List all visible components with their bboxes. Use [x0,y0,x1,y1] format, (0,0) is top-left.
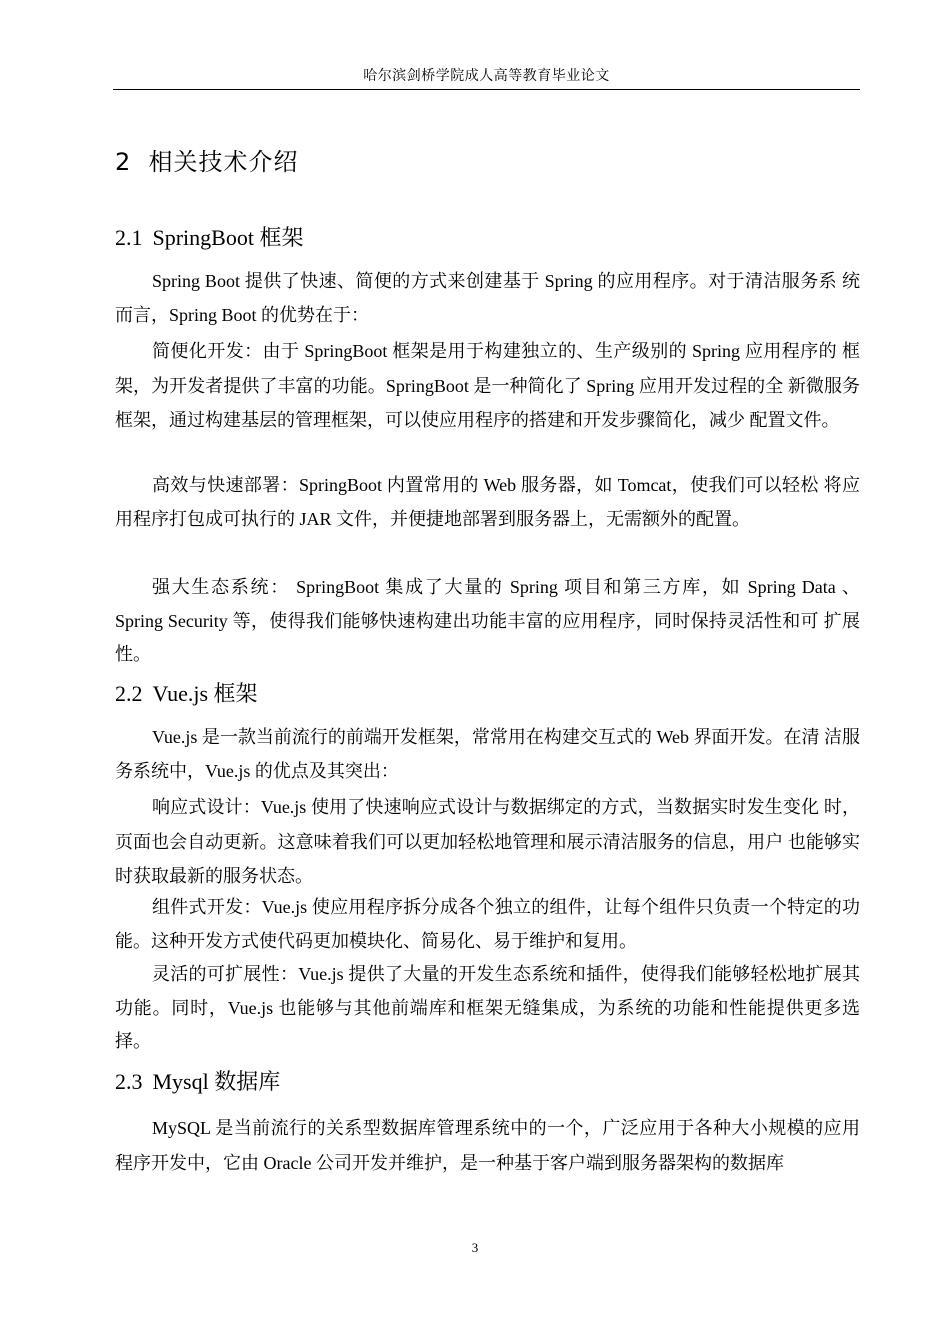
paragraph: MySQL 是当前流行的关系型数据库管理系统中的一个，广泛应用于各种大小规模的应用程序开发中，它由 Oracle 公司开发并维护，是一种基于客户端到服务器架构的数据库 [115,1118,860,1173]
paragraph: 高效与快速部署：SpringBoot 内置常用的 Web 服务器，如 Tomcat，使我们可以轻松 将应用程序打包成可执行的 JAR 文件，并便捷地部署到服务器上，无需额外的配置。 [115,475,860,529]
section-heading-mysql [115,1067,280,1097]
paragraph: 组件式开发：Vue.js 使应用程序拆分成各个独立的组件，让每个组件只负责一个特定的功能。这种开发方式使代码更加模块化、简易化、易于维护和复用。 [115,897,860,951]
running-header: 哈尔滨剑桥学院成人高等教育毕业论文 [363,69,610,84]
header-rule [113,89,860,90]
paragraph: 强大生态系统： SpringBoot 集成了大量的 Spring 项目和第三方库，如 Spring Data 、 Spring Security 等，使得我们能够快速构建出功能丰富的应用程序，同时保持灵活性和可 扩展性。 [115,577,860,664]
paragraph: 灵活的可扩展性：Vue.js 提供了大量的开发生态系统和插件，使得我们能够轻松地扩展其功能。同时，Vue.js 也能够与其他前端库和框架无缝集成，为系统的功能和性能提供更多选择。 [115,964,860,1051]
page-number: 3 [471,1240,479,1255]
paragraph: Spring Boot 提供了快速、简便的方式来创建基于 Spring 的应用程序。对于清洁服务系 统而言，Spring Boot 的优势在于： [115,271,860,325]
section-number: 2.2 [115,681,143,706]
chapter-title [115,146,299,178]
chapter-number: 2 [115,148,132,176]
paragraph: Vue.js 是一款当前流行的前端开发框架，常常用在构建交互式的 Web 界面开发。在清 洁服务系统中，Vue.js 的优点及其突出： [115,727,860,781]
section-title-text: Vue.js 框架 [152,681,258,706]
section-number: 2.1 [115,225,143,250]
paragraph: 简便化开发：由于 SpringBoot 框架是用于构建独立的、生产级别的 Spring 应用程序的 框架，为开发者提供了丰富的功能。SpringBoot 是一种简化了 Spring 应用开发过程的全 新微服务框架，通过构建基层的管理框架，可以使应用程序的搭建和开发步骤简化，减少 配置文件。 [115,341,860,430]
section-heading-springboot [115,223,303,253]
paragraph: 响应式设计：Vue.js 使用了快速响应式设计与数据绑定的方式，当数据实时发生变化 时，页面也会自动更新。这意味着我们可以更加轻松地管理和展示清洁服务的信息，用户 也能够实时获取最新的服务状态。 [115,797,860,886]
section-title-text: Mysql 数据库 [152,1069,281,1094]
section-number: 2.3 [115,1069,143,1094]
chapter-title-text: 相关技术介绍 [148,148,299,176]
section-title-text: SpringBoot 框架 [152,225,304,250]
section-heading-vuejs [115,679,258,709]
